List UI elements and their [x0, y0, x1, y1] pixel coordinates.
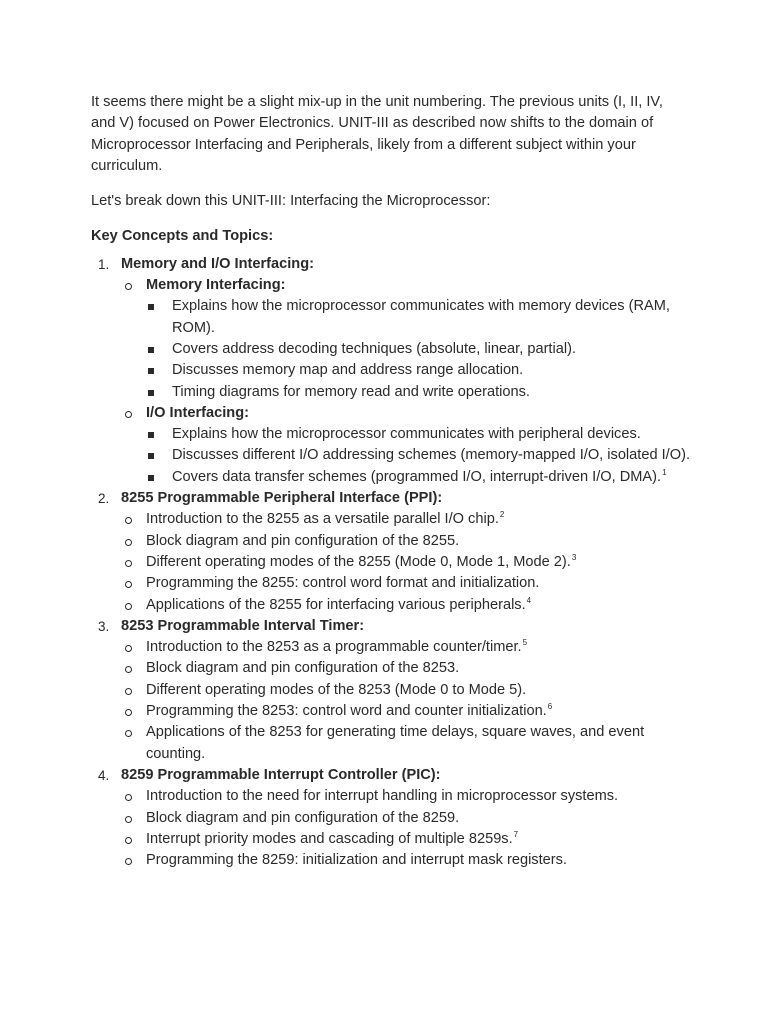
subtopic-item — [121, 850, 691, 871]
subtopic-text: Programming the 8253: control word and counter initialization. — [146, 703, 547, 720]
subtopic-list — [121, 637, 691, 765]
subtopic-text: Introduction to the 8255 as a versatile parallel I/O chip. — [146, 511, 499, 528]
subtopic-item — [121, 573, 691, 594]
footnote-marker[interactable]: 3 — [571, 553, 577, 563]
subtopic-item — [121, 531, 691, 552]
subtopic-item — [121, 808, 691, 829]
detail-item — [146, 339, 691, 360]
topic-title: 8253 Programmable Interval Timer: — [121, 617, 365, 634]
subtopic-text: Different operating modes of the 8253 (Mode 0 to Mode 5). — [146, 681, 527, 698]
topic-item — [91, 765, 691, 871]
circle-bullet-icon — [125, 858, 132, 865]
document-page — [91, 92, 691, 871]
circle-bullet-icon — [125, 560, 132, 567]
circle-bullet-icon — [125, 688, 132, 695]
circle-bullet-icon — [125, 411, 132, 418]
subtopic-item — [121, 786, 691, 807]
circle-bullet-icon — [125, 283, 132, 290]
detail-list — [146, 296, 691, 402]
topic-item — [91, 254, 691, 488]
square-bullet-icon — [148, 475, 154, 481]
detail-text: Timing diagrams for memory read and write operations. — [172, 383, 530, 400]
square-bullet-icon — [148, 453, 154, 459]
circle-bullet-icon — [125, 730, 132, 737]
topic-title: 8259 Programmable Interrupt Controller (PIC): — [121, 766, 441, 783]
circle-bullet-icon — [125, 816, 132, 823]
circle-bullet-icon — [125, 837, 132, 844]
subtopic-item — [121, 403, 691, 488]
footnote-marker[interactable]: 4 — [526, 595, 532, 605]
subtopic-text: Introduction to the 8253 as a programmable counter/timer. — [146, 639, 522, 656]
detail-item — [146, 424, 691, 445]
subtopic-item — [121, 829, 691, 850]
subtopic-item — [121, 552, 691, 573]
subtopic-text: Programming the 8259: initialization and interrupt mask registers. — [146, 852, 567, 869]
square-bullet-icon — [148, 432, 154, 438]
topic-list — [91, 254, 691, 872]
square-bullet-icon — [148, 390, 154, 396]
circle-bullet-icon — [125, 794, 132, 801]
circle-bullet-icon — [125, 666, 132, 673]
footnote-marker[interactable]: 1 — [662, 467, 667, 477]
intro-paragraph: It seems there might be a slight mix-up in the unit numbering. The previous units (I, II, IV, and V) focused on Power Electronics. UNIT-III as described now shifts to the domain of Microprocessor Interfacing and Peripherals, likely from a different subject within your curriculum. — [91, 94, 663, 174]
footnote-marker[interactable]: 5 — [522, 638, 528, 648]
subtopic-list — [121, 275, 691, 488]
square-bullet-icon — [148, 368, 154, 374]
detail-text: Discusses memory map and address range allocation. — [172, 362, 524, 379]
topic-title: Memory and I/O Interfacing: — [121, 255, 314, 272]
subtopic-list — [121, 786, 691, 871]
detail-text: Discusses different I/O addressing schemes (memory-mapped I/O, isolated I/O). — [172, 447, 691, 464]
detail-item — [146, 382, 691, 403]
subtopic-text: Block diagram and pin configuration of the 8255. — [146, 532, 460, 549]
subtopic-text: Applications of the 8255 for interfacing various peripherals. — [146, 596, 526, 613]
subtopic-title: Memory Interfacing: — [146, 277, 286, 294]
subtopic-text: Programming the 8255: control word format and initialization. — [146, 575, 540, 592]
circle-bullet-icon — [125, 517, 132, 524]
subtopic-text: Block diagram and pin configuration of the 8259. — [146, 809, 460, 826]
detail-item — [146, 296, 691, 339]
topic-number: 2. — [98, 491, 110, 507]
footnote-marker[interactable]: 6 — [547, 702, 553, 712]
subtopic-text: Applications of the 8253 for generating time delays, square waves, and event counting. — [146, 724, 645, 762]
detail-item — [146, 467, 691, 488]
detail-text: Explains how the microprocessor communicates with memory devices (RAM, ROM). — [172, 298, 670, 336]
topic-number: 4. — [98, 767, 110, 783]
circle-bullet-icon — [125, 581, 132, 588]
section-heading: Key Concepts and Topics: — [91, 228, 274, 245]
topic-item — [91, 616, 691, 765]
detail-list — [146, 424, 691, 488]
square-bullet-icon — [148, 347, 154, 353]
subtopic-item — [121, 275, 691, 403]
circle-bullet-icon — [125, 539, 132, 546]
detail-item — [146, 445, 691, 466]
circle-bullet-icon — [125, 709, 132, 716]
subtopic-item — [121, 722, 691, 765]
footnote-marker[interactable]: 7 — [513, 829, 519, 839]
subtopic-item — [121, 595, 691, 616]
topic-number: 3. — [98, 618, 110, 634]
subtopic-text: Introduction to the need for interrupt handling in microprocessor systems. — [146, 788, 619, 805]
detail-text: Covers address decoding techniques (absolute, linear, partial). — [172, 340, 576, 357]
subtopic-item — [121, 680, 691, 701]
detail-text: Explains how the microprocessor communicates with peripheral devices. — [172, 426, 641, 443]
subtopic-item — [121, 637, 691, 658]
topic-number: 1. — [98, 256, 110, 272]
subtopic-list — [121, 509, 691, 615]
subtopic-text: Different operating modes of the 8255 (Mode 0, Mode 1, Mode 2). — [146, 553, 571, 570]
subtopic-item — [121, 658, 691, 679]
topic-item — [91, 488, 691, 616]
topic-title: 8255 Programmable Peripheral Interface (PPI): — [121, 490, 443, 507]
circle-bullet-icon — [125, 603, 132, 610]
circle-bullet-icon — [125, 645, 132, 652]
subtopic-title: I/O Interfacing: — [146, 404, 249, 421]
lead-paragraph: Let's break down this UNIT-III: Interfacing the Microprocessor: — [91, 193, 491, 210]
detail-text: Covers data transfer schemes (programmed I/O, interrupt-driven I/O, DMA). — [172, 468, 662, 485]
subtopic-item — [121, 701, 691, 722]
detail-item — [146, 360, 691, 381]
square-bullet-icon — [148, 304, 154, 310]
footnote-marker[interactable]: 2 — [499, 510, 505, 520]
subtopic-text: Block diagram and pin configuration of the 8253. — [146, 660, 460, 677]
subtopic-text: Interrupt priority modes and cascading of multiple 8259s. — [146, 830, 513, 847]
subtopic-item — [121, 509, 691, 530]
